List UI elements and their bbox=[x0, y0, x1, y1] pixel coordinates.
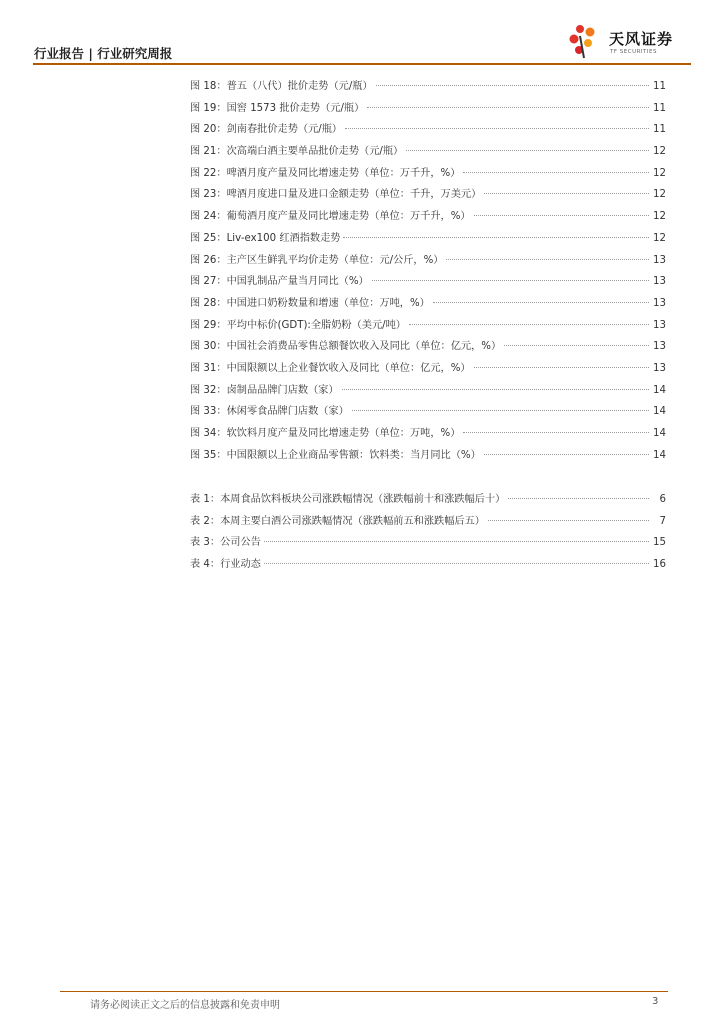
toc-entry-label: 图 32：卤制品品牌门店数（家） bbox=[190, 384, 339, 396]
toc-entry-label: 图 34：软饮料月度产量及同比增速走势（单位：万吨，%） bbox=[190, 428, 461, 439]
toc-leader-dots bbox=[372, 280, 649, 281]
toc-entry-label: 图 33：休闲零食品牌门店数（家） bbox=[190, 406, 349, 418]
toc-entry-page: 13 bbox=[653, 362, 666, 374]
header-divider bbox=[33, 63, 691, 65]
toc-leader-dots bbox=[474, 215, 649, 216]
toc-entry-label: 图 27：中国乳制品产量当月同比（%） bbox=[190, 276, 369, 288]
toc-entry-label: 表 4：行业动态 bbox=[190, 559, 261, 571]
toc-entry-page: 16 bbox=[653, 559, 666, 571]
table-index-list bbox=[190, 490, 666, 577]
toc-entry[interactable] bbox=[190, 99, 666, 121]
footer-divider bbox=[60, 991, 668, 992]
toc-entry[interactable] bbox=[190, 142, 666, 164]
toc-entry[interactable] bbox=[190, 207, 666, 229]
toc-entry[interactable] bbox=[190, 164, 666, 186]
toc-entry[interactable] bbox=[190, 229, 666, 251]
toc-entry-label: 表 2：本周主要白酒公司涨跌幅情况（涨跌幅前五和涨跌幅后五） bbox=[190, 515, 485, 527]
toc-leader-dots bbox=[264, 541, 649, 542]
toc-entry-label: 图 35：中国限额以上企业商品零售额：饮料类：当月同比（%） bbox=[190, 449, 481, 461]
toc-entry-page: 12 bbox=[653, 232, 666, 244]
toc-entry-page: 13 bbox=[653, 276, 666, 288]
toc-entry-label: 图 22：啤酒月度产量及同比增速走势（单位：万千升，%） bbox=[190, 167, 461, 179]
toc-entry[interactable] bbox=[190, 77, 666, 99]
toc-entry[interactable] bbox=[190, 337, 666, 359]
toc-leader-dots bbox=[342, 389, 649, 390]
toc-leader-dots bbox=[474, 367, 649, 368]
toc-entry-page: 12 bbox=[653, 146, 666, 158]
toc-entry-page: 13 bbox=[653, 254, 666, 266]
toc-entry-page: 13 bbox=[653, 341, 666, 353]
toc-entry-page: 11 bbox=[653, 81, 666, 92]
toc-entry-page: 6 bbox=[659, 494, 666, 505]
toc-entry-page: 11 bbox=[653, 124, 666, 136]
toc-leader-dots bbox=[433, 302, 649, 303]
toc-leader-dots bbox=[345, 128, 649, 129]
toc-leader-dots bbox=[463, 432, 649, 433]
toc-entry-page: 12 bbox=[653, 211, 666, 223]
toc-entry[interactable] bbox=[190, 402, 666, 424]
toc-entry-label: 图 28：中国进口奶粉数量和增速（单位：万吨，%） bbox=[190, 297, 430, 309]
toc-entry-page: 12 bbox=[653, 189, 666, 201]
toc-entry[interactable] bbox=[190, 446, 666, 468]
toc-entry-label: 图 24：葡萄酒月度产量及同比增速走势（单位：万千升，%） bbox=[190, 211, 471, 223]
toc-leader-dots bbox=[352, 410, 649, 411]
toc-entry[interactable] bbox=[190, 512, 666, 534]
toc-entry-page: 7 bbox=[659, 515, 666, 527]
toc-entry-label: 表 3：公司公告 bbox=[190, 537, 261, 549]
toc-entry-label: 表 1：本周食品饮料板块公司涨跌幅情况（涨跌幅前十和涨跌幅后十） bbox=[190, 494, 506, 505]
toc-entry[interactable] bbox=[190, 424, 666, 446]
toc-leader-dots bbox=[343, 237, 649, 238]
toc-entry-label: 图 26：主产区生鲜乳平均价走势（单位：元/公斤，%） bbox=[190, 254, 444, 266]
toc-entry[interactable] bbox=[190, 381, 666, 403]
toc-entry-label: 图 31：中国限额以上企业餐饮收入及同比（单位：亿元，%） bbox=[190, 362, 471, 374]
toc-entry[interactable] bbox=[190, 185, 666, 207]
toc-entry-label: 图 25：Liv-ex100 红酒指数走势 bbox=[190, 232, 341, 244]
toc-leader-dots bbox=[504, 345, 649, 346]
toc-leader-dots bbox=[376, 85, 649, 86]
toc-entry[interactable] bbox=[190, 294, 666, 316]
toc-leader-dots bbox=[463, 172, 649, 173]
toc-entry-label: 图 19：国窖 1573 批价走势（元/瓶） bbox=[190, 102, 365, 114]
toc-entry[interactable] bbox=[190, 251, 666, 273]
toc-entry-page: 14 bbox=[653, 428, 666, 439]
toc-entry-page: 14 bbox=[653, 406, 666, 418]
toc-entry-label: 图 30：中国社会消费品零售总额餐饮收入及同比（单位：亿元，%） bbox=[190, 341, 502, 353]
toc-entry-label: 图 20：剑南春批价走势（元/瓶） bbox=[190, 124, 343, 136]
toc-entry-page: 14 bbox=[653, 384, 666, 396]
toc-leader-dots bbox=[484, 454, 649, 455]
toc-entry-page: 12 bbox=[653, 167, 666, 179]
toc-entry[interactable] bbox=[190, 359, 666, 381]
toc-entry[interactable] bbox=[190, 272, 666, 294]
figure-index-list bbox=[190, 77, 666, 467]
toc-entry-page: 13 bbox=[653, 319, 666, 331]
page-number: 3 bbox=[652, 996, 659, 1007]
report-type-header: 行业报告 | 行业研究周报 bbox=[34, 46, 173, 61]
brand-name: 天风证券 bbox=[609, 30, 674, 48]
toc-leader-dots bbox=[484, 193, 649, 194]
toc-entry[interactable] bbox=[190, 555, 666, 577]
toc-leader-dots bbox=[409, 324, 649, 325]
toc-leader-dots bbox=[406, 150, 649, 151]
brand-subtitle: TF SECURITIES bbox=[610, 49, 657, 55]
toc-entry-label: 图 18：普五（八代）批价走势（元/瓶） bbox=[190, 81, 373, 92]
toc-entry[interactable] bbox=[190, 533, 666, 555]
toc-entry[interactable] bbox=[190, 316, 666, 338]
toc-entry[interactable] bbox=[190, 120, 666, 142]
toc-leader-dots bbox=[446, 259, 649, 260]
toc-entry-page: 13 bbox=[653, 297, 666, 309]
toc-entry-label: 图 29：平均中标价(GDT):全脂奶粉（美元/吨） bbox=[190, 319, 406, 331]
toc-leader-dots bbox=[488, 520, 649, 521]
toc-entry-label: 图 23：啤酒月度进口量及进口金额走势（单位：千升，万美元） bbox=[190, 189, 482, 201]
toc-leader-dots bbox=[367, 107, 649, 108]
toc-leader-dots bbox=[508, 498, 649, 499]
toc-leader-dots bbox=[264, 563, 649, 564]
toc-entry-page: 15 bbox=[653, 537, 666, 549]
toc-entry-page: 14 bbox=[653, 449, 666, 461]
toc-entry[interactable] bbox=[190, 490, 666, 512]
toc-entry-page: 11 bbox=[653, 102, 666, 114]
footer-disclaimer: 请务必阅读正文之后的信息披露和免责申明 bbox=[90, 1000, 280, 1011]
toc-entry-label: 图 21：次高端白酒主要单品批价走势（元/瓶） bbox=[190, 146, 404, 158]
